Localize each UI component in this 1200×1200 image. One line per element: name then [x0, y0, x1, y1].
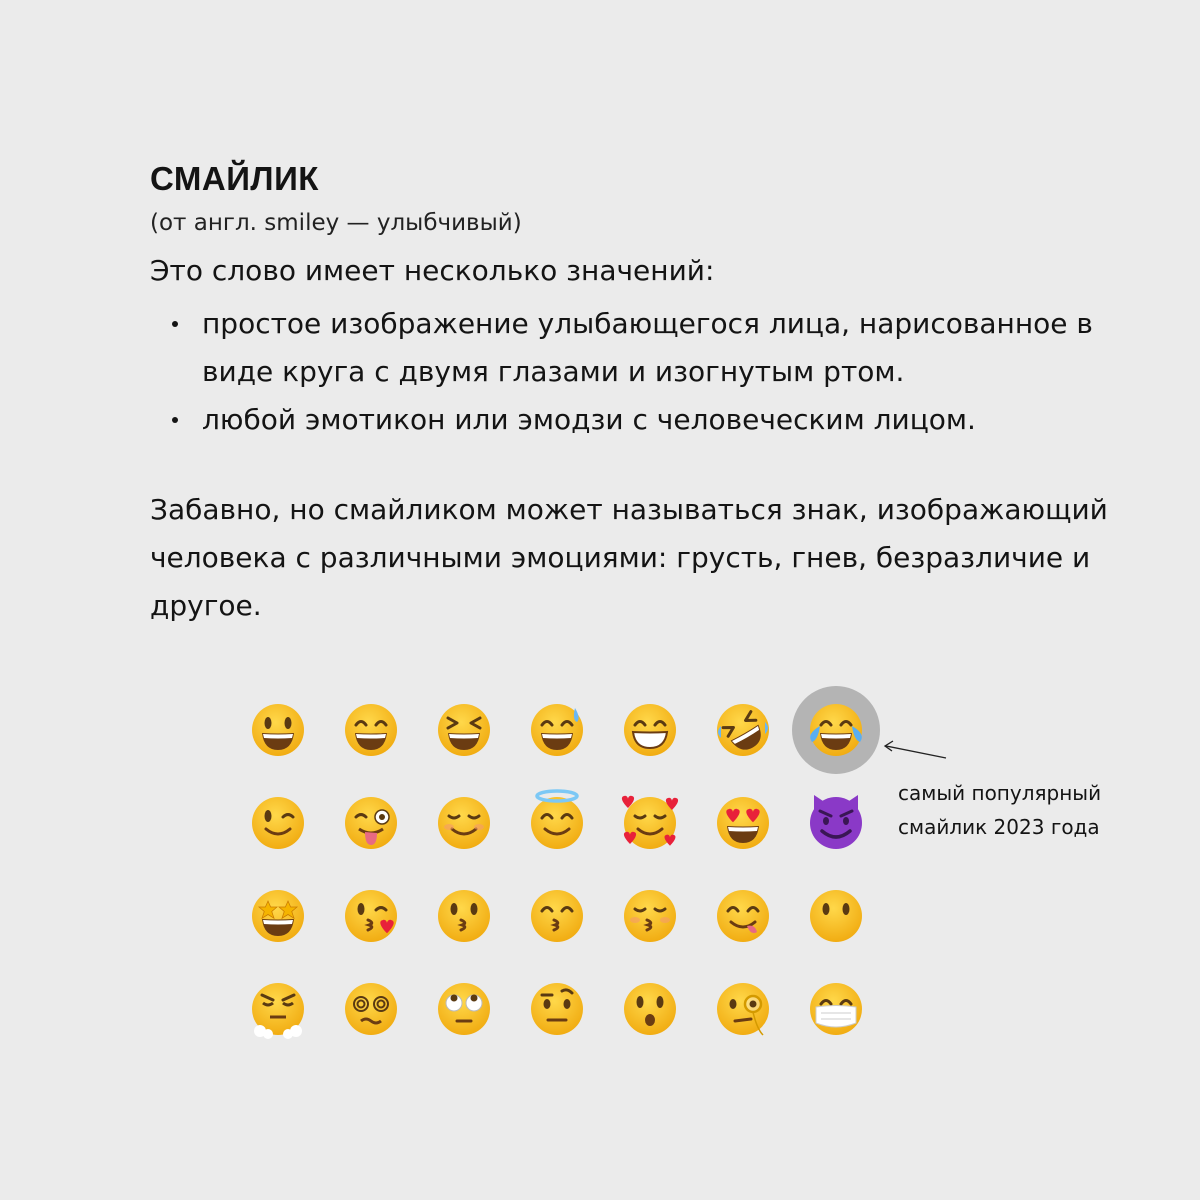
rolling-on-floor-laughing-icon	[699, 686, 787, 774]
kissing-face-closed-eyes-icon	[606, 872, 694, 960]
beaming-face-icon	[606, 686, 694, 774]
face-spiral-eyes-icon	[327, 965, 415, 1053]
paragraph: Забавно, но смайликом может называться знак, изображающий человека с различными эмоциями: грусть, гнев, безразличие и другое.	[150, 493, 1108, 622]
star-struck-icon	[234, 872, 322, 960]
smiling-face-icon	[420, 779, 508, 867]
arrow-icon	[880, 736, 950, 766]
popular-note	[898, 776, 1101, 844]
heart-eyes-face-icon	[699, 779, 787, 867]
grinning-face-smiling-eyes-icon	[327, 686, 415, 774]
kissing-face-icon	[420, 872, 508, 960]
grinning-squinting-face-icon	[420, 686, 508, 774]
face-rolling-eyes-icon	[420, 965, 508, 1053]
face-with-medical-mask-icon	[792, 965, 880, 1053]
meaning-item: любой эмотикон или эмодзи с человеческим лицом.	[150, 396, 1150, 444]
face-with-tears-of-joy-icon	[792, 686, 880, 774]
kissing-face-smiling-eyes-icon	[513, 872, 601, 960]
face-raised-eyebrow-icon	[513, 965, 601, 1053]
winking-face-icon	[234, 779, 322, 867]
grinning-face-icon	[234, 686, 322, 774]
emoji-grid	[234, 686, 892, 1054]
grinning-face-sweat-icon	[513, 686, 601, 774]
note-line-2: смайлик 2023 года	[898, 815, 1100, 839]
winking-face-tongue-icon	[327, 779, 415, 867]
meaning-item: простое изображение улыбающегося лица, нарисованное в виде круга с двумя глазами и изогнутым ртом.	[150, 300, 1150, 396]
face-without-mouth-icon	[792, 872, 880, 960]
intro-text: Это слово имеет несколько значений:	[150, 254, 715, 287]
face-savoring-food-icon	[699, 872, 787, 960]
face-blowing-kiss-icon	[327, 872, 415, 960]
smiling-face-halo-icon	[513, 779, 601, 867]
smiling-face-horns-icon	[792, 779, 880, 867]
face-with-monocle-icon	[699, 965, 787, 1053]
note-line-1: самый популярный	[898, 781, 1102, 805]
face-steam-from-nose-icon	[234, 965, 322, 1053]
etymology: (от англ. smiley — улыбчивый)	[150, 210, 522, 236]
face-open-mouth-icon	[606, 965, 694, 1053]
smiling-face-hearts-icon	[606, 779, 694, 867]
meanings-list	[150, 300, 1150, 444]
title: СМАЙЛИК	[150, 160, 319, 197]
